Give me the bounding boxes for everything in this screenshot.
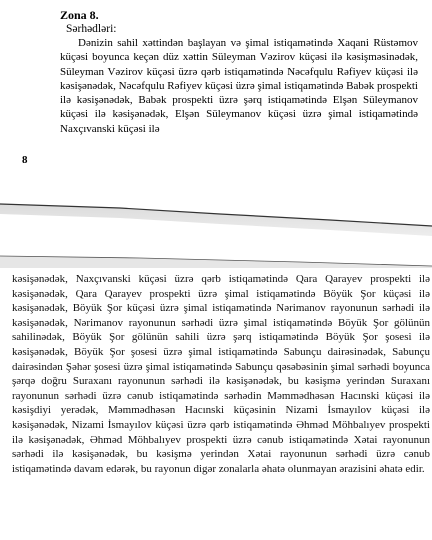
document-page-top [0, 0, 432, 212]
borders-heading: Sərhədləri: [66, 23, 117, 35]
page-number: 8 [22, 154, 28, 166]
zone-title: Zona 8. [60, 8, 99, 22]
top-paragraph: Dənizin sahil xəttindən başlayan və şimal istiqamətində Xaqani Rüstəmov küçəsi boyunca keçən düz xəttin Süleyman Vəzirov küçəsi ilə kəsişməsinədək, Süleyman Vəzirov küçəsi üzrə qərb istiqamətində Nəcəfqulu Rəfiyev küçəsi ilə kəsişənədək, Nəcəfqulu Rəfiyev küçəsi üzrə şimal istiqamətində Babək prospekti ilə kəsişənədək, Babək prospekti üzrə şərq istiqamətində Elşən Süleymanov küçəsi ilə kəsişənədək, Elşən Süleymanov küçəsi üzrə şimal istiqamətində Naxçıvanski küçəsi ilə [60, 37, 418, 135]
document-page-bottom [0, 268, 432, 540]
page-top-content [60, 8, 422, 136]
page-tear-divider [0, 200, 432, 270]
bottom-paragraph: kəsişənədək, Naxçıvanski küçəsi üzrə qərb istiqamətində Qara Qarayev prospekti ilə kəsişənədək, Qara Qarayev prospekti üzrə şimal istiqamətində Böyük Şor küçəsi ilə kəsişənədək, Böyük Şor küçəsi üzrə şimal istiqamətində Nərimanov rayonunun sərhədi ilə kəsişənədək, Nərimanov rayonunun sərhədi üzrə şimal istiqamətində Böyük Şor gölünün sahilinədək, Böyük Şor gölünün sahili üzrə şərq istiqamətində Böyük Şor şosesi ilə kəsişənədək, Böyük Şor şosesi üzrə şimal istiqamətində Sabunçu dairəsinədək, Sabunçu dairəsindən Şəhər şosesi üzrə şimal istiqamətində Sabunçu qəsəbəsinin şimal sərhədi boyunca şərqə doğru Suraxanı rayonunun sərhədi ilə kəsişənədək, bu kəsişmə yerindən Suraxanı rayonunun sərhədi üzrə cənub istiqamətində sərhədin Məmmədhəsən Hacınski küçəsi ilə kəsişdiyi yerədək, Məmmədhəsən Hacınski küçəsinin Nizami İsmayılov küçəsi ilə kəsişənədək, Nizami İsmayılov küçəsi üzrə qərb istiqamətində Əhməd Möhbalıyev prospekti ilə kəsişənədək, Əhməd Möhbalıyev prospekti üzrə cənub istiqamətində Xətai rayonunun sərhədi ilə kəsişənədək, bu kəsişmə yerindən Xətai rayonunun sərhədi üzrə cənub istiqamətində davam edərək, bu rayonun digər zonalarla əhatə olunmayan ərazisini əhatə edir. [12, 273, 430, 475]
